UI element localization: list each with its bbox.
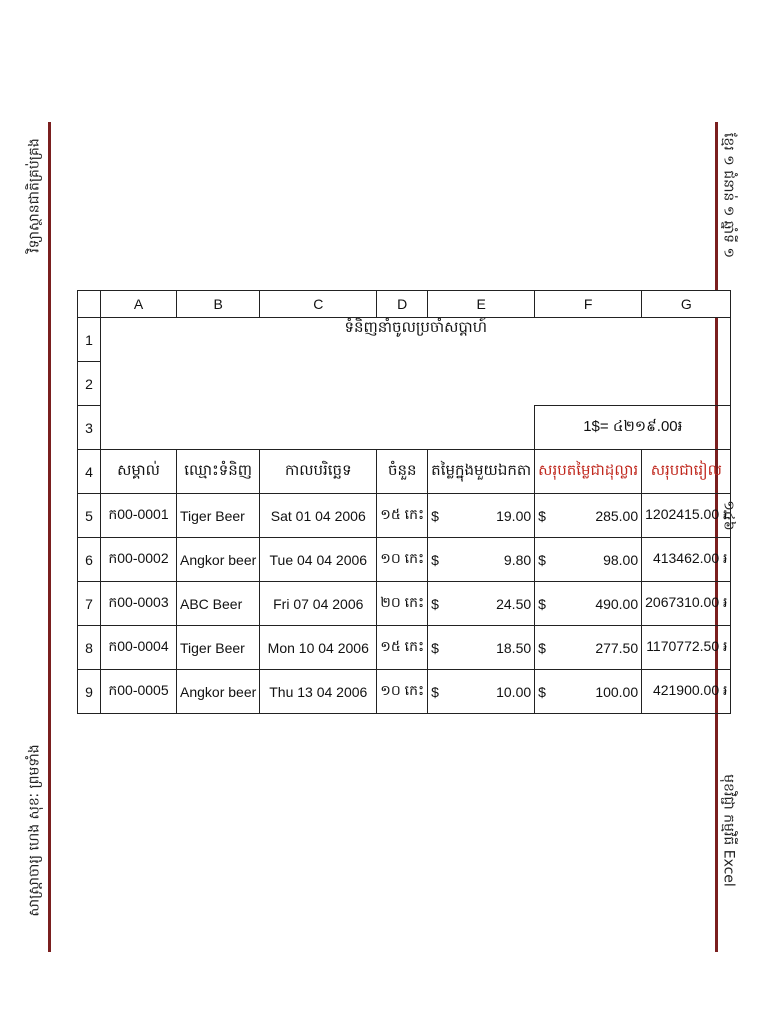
header-total-riel[interactable]: សរុបជារៀល (642, 450, 731, 494)
column-letter-d[interactable]: D (377, 291, 428, 318)
code-cell[interactable]: ក00-0002 (101, 538, 177, 582)
unit-price-cell[interactable] (428, 670, 535, 714)
header-code[interactable]: សម្គាល់ (101, 450, 177, 494)
quantity-cell[interactable]: ១០ កេះ (377, 538, 428, 582)
row-number[interactable]: 3 (78, 406, 101, 450)
unit-price-cell[interactable] (428, 626, 535, 670)
header-quantity[interactable]: ចំនួន (377, 450, 428, 494)
currency-symbol: $ (431, 639, 439, 656)
unit-price-cell[interactable] (428, 538, 535, 582)
sheet-row-1 (78, 318, 731, 362)
total-riel-cell[interactable]: 1202415.00 ៛ (642, 494, 731, 538)
header-date[interactable]: កាលបរិច្ឆេទ (260, 450, 377, 494)
date-cell[interactable]: Thu 13 04 2006 (260, 670, 377, 714)
currency-symbol: $ (431, 551, 439, 568)
code-cell[interactable]: ក00-0004 (101, 626, 177, 670)
currency-symbol: $ (538, 595, 546, 612)
date-cell[interactable]: Mon 10 04 2006 (260, 626, 377, 670)
column-letter-a[interactable]: A (101, 291, 177, 318)
total-usd-value: 277.50 (595, 639, 639, 656)
product-name-cell[interactable]: Angkor beer (177, 538, 260, 582)
header-total-usd[interactable]: សរុបតម្លៃជាដុល្លារ (535, 450, 642, 494)
quantity-cell[interactable]: ២០ កេះ (377, 582, 428, 626)
column-letter-f[interactable]: F (535, 291, 642, 318)
row-number[interactable]: 4 (78, 450, 101, 494)
unit-price-value: 24.50 (496, 595, 532, 612)
column-header-row (78, 291, 731, 318)
table-row (78, 626, 731, 670)
left-bottom-margin-text: សាស្ត្រាចារ្យ ហេង សុខៈ ព្រមទាំង (26, 744, 43, 917)
total-usd-cell[interactable] (535, 494, 642, 538)
total-usd-cell[interactable] (535, 538, 642, 582)
currency-symbol: $ (538, 639, 546, 656)
currency-symbol: $ (431, 595, 439, 612)
currency-symbol: $ (431, 507, 439, 524)
product-name-cell[interactable]: Angkor beer (177, 670, 260, 714)
total-usd-value: 98.00 (603, 551, 639, 568)
date-cell[interactable]: Fri 07 04 2006 (260, 582, 377, 626)
quantity-cell[interactable]: ១៥ កេះ (377, 494, 428, 538)
column-letter-c[interactable]: C (260, 291, 377, 318)
unit-price-value: 19.00 (496, 507, 532, 524)
product-name-cell[interactable]: ABC Beer (177, 582, 260, 626)
sheet-title-cell[interactable]: ទំនិញនាំចូលប្រចាំសប្តាហ៍ (101, 318, 731, 362)
table-row (78, 494, 731, 538)
total-riel-cell[interactable]: 2067310.00 ៛ (642, 582, 731, 626)
total-riel-cell[interactable]: 1170772.50 ៛ (642, 626, 731, 670)
unit-price-cell[interactable] (428, 494, 535, 538)
row-number[interactable]: 7 (78, 582, 101, 626)
total-usd-value: 285.00 (595, 507, 639, 524)
left-margin-rule (48, 122, 51, 952)
corner-cell[interactable] (78, 291, 101, 318)
currency-symbol: $ (538, 551, 546, 568)
unit-price-value: 10.00 (496, 683, 532, 700)
header-row (78, 450, 731, 494)
column-letter-g[interactable]: G (642, 291, 731, 318)
sheet-row-2 (78, 362, 731, 406)
right-bottom-margin-text: មុខវិជ្ជា កម្មវិធី Excel (720, 774, 737, 887)
product-name-cell[interactable]: Tiger Beer (177, 494, 260, 538)
quantity-cell[interactable]: ១០ កេះ (377, 670, 428, 714)
total-riel-cell[interactable]: 413462.00 ៛ (642, 538, 731, 582)
currency-symbol: $ (538, 683, 546, 700)
table-row (78, 582, 731, 626)
currency-symbol: $ (538, 507, 546, 524)
table-row (78, 670, 731, 714)
unit-price-cell[interactable] (428, 582, 535, 626)
unit-price-value: 9.80 (503, 551, 532, 568)
row-number[interactable]: 5 (78, 494, 101, 538)
row-number[interactable]: 6 (78, 538, 101, 582)
code-cell[interactable]: ក00-0003 (101, 582, 177, 626)
total-usd-cell[interactable] (535, 582, 642, 626)
row-number[interactable]: 2 (78, 362, 101, 406)
quantity-cell[interactable]: ១៥ កេះ (377, 626, 428, 670)
blank-cell[interactable] (101, 362, 731, 406)
total-usd-cell[interactable] (535, 670, 642, 714)
column-letter-e[interactable]: E (428, 291, 535, 318)
total-usd-cell[interactable] (535, 626, 642, 670)
date-cell[interactable]: Sat 01 04 2006 (260, 494, 377, 538)
right-top-margin-text: ខ្មែរ ១ ជំនាន់ ១ ឆ្នាំទី ១ (720, 132, 737, 259)
header-product-name[interactable]: ឈ្មោះទំនិញ (177, 450, 260, 494)
exchange-rate-cell[interactable]: 1$= ៤២១៩.00៛ (535, 406, 731, 450)
table-row (78, 538, 731, 582)
code-cell[interactable]: ក00-0005 (101, 670, 177, 714)
code-cell[interactable]: ក00-0001 (101, 494, 177, 538)
currency-symbol: $ (431, 683, 439, 700)
product-name-cell[interactable]: Tiger Beer (177, 626, 260, 670)
left-top-margin-text: វិទ្យាស្ថានជាតិគ្រប់គ្រង (26, 138, 43, 253)
blank-cell[interactable] (101, 406, 535, 450)
date-cell[interactable]: Tue 04 04 2006 (260, 538, 377, 582)
spreadsheet-table (77, 290, 731, 714)
column-letter-b[interactable]: B (177, 291, 260, 318)
header-unit-price[interactable]: តម្លៃក្នុងមួយឯកតា (428, 450, 535, 494)
row-number[interactable]: 1 (78, 318, 101, 362)
row-number[interactable]: 8 (78, 626, 101, 670)
total-riel-cell[interactable]: 421900.00 ៛ (642, 670, 731, 714)
unit-price-value: 18.50 (496, 639, 532, 656)
sheet-row-3 (78, 406, 731, 450)
page-number: ១៤៦ (720, 500, 737, 531)
total-usd-value: 490.00 (595, 595, 639, 612)
row-number[interactable]: 9 (78, 670, 101, 714)
total-usd-value: 100.00 (595, 683, 639, 700)
